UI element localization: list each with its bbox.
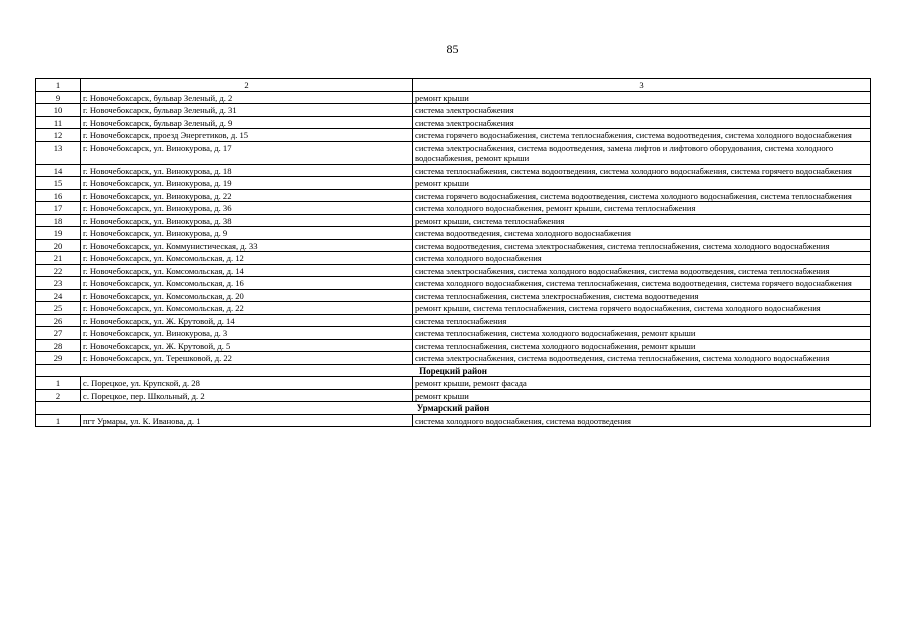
row-address: г. Новочебоксарск, ул. Винокурова, д. 17: [81, 141, 413, 164]
row-number: 29: [36, 352, 81, 365]
row-number: 27: [36, 327, 81, 340]
row-works: ремонт крыши: [413, 177, 871, 190]
row-number: 21: [36, 252, 81, 265]
row-number: 11: [36, 116, 81, 129]
row-address: г. Новочебоксарск, ул. Винокурова, д. 18: [81, 164, 413, 177]
row-works: система теплоснабжения, система водоотведения, система холодного водоснабжения, система горячего водоснабжения: [413, 164, 871, 177]
row-works: система водоотведения, система электроснабжения, система теплоснабжения, система холодного водоснабжения: [413, 239, 871, 252]
row-number: 13: [36, 141, 81, 164]
row-number: 20: [36, 239, 81, 252]
table-row: [36, 239, 871, 252]
table-row: [36, 202, 871, 215]
row-number: 19: [36, 227, 81, 240]
row-works: система холодного водоснабжения: [413, 252, 871, 265]
table-row: [36, 352, 871, 365]
row-works: система холодного водоснабжения, система теплоснабжения, система водоотведения, система горячего водоснабжения: [413, 277, 871, 290]
row-number: 23: [36, 277, 81, 290]
table-row: [36, 302, 871, 315]
row-number: 2: [36, 389, 81, 402]
district-heading: Порецкий район: [36, 364, 871, 377]
row-address: г. Новочебоксарск, ул. Ж. Крутовой, д. 5: [81, 339, 413, 352]
row-number: 25: [36, 302, 81, 315]
row-works: система горячего водоснабжения, система теплоснабжения, система водоотведения, система холодного водоснабжения: [413, 129, 871, 142]
row-address: г. Новочебоксарск, бульвар Зеленый, д. 9: [81, 116, 413, 129]
table-row: [36, 414, 871, 427]
row-number: 17: [36, 202, 81, 215]
table-row: [36, 116, 871, 129]
district-heading: Урмарский район: [36, 402, 871, 415]
row-works: система теплоснабжения, система холодного водоснабжения, ремонт крыши: [413, 327, 871, 340]
row-number: 28: [36, 339, 81, 352]
row-address: пгт Урмары, ул. К. Иванова, д. 1: [81, 414, 413, 427]
row-address: г. Новочебоксарск, ул. Коммунистическая, д. 33: [81, 239, 413, 252]
table-row: [36, 389, 871, 402]
table-row: [36, 339, 871, 352]
row-address: г. Новочебоксарск, ул. Винокурова, д. 22: [81, 189, 413, 202]
row-works: ремонт крыши, система теплоснабжения: [413, 214, 871, 227]
row-works: ремонт крыши: [413, 389, 871, 402]
row-address: г. Новочебоксарск, ул. Комсомольская, д. 14: [81, 264, 413, 277]
row-number: 9: [36, 91, 81, 104]
row-address: с. Порецкое, ул. Крупской, д. 28: [81, 377, 413, 390]
row-number: 24: [36, 289, 81, 302]
row-works: ремонт крыши, ремонт фасада: [413, 377, 871, 390]
row-address: г. Новочебоксарск, ул. Комсомольская, д. 16: [81, 277, 413, 290]
row-number: 18: [36, 214, 81, 227]
row-works: система теплоснабжения, система электроснабжения, система водоотведения: [413, 289, 871, 302]
table-row: [36, 327, 871, 340]
section-row: [36, 364, 871, 377]
row-address: г. Новочебоксарск, бульвар Зеленый, д. 31: [81, 104, 413, 117]
row-address: г. Новочебоксарск, ул. Винокурова, д. 19: [81, 177, 413, 190]
row-works: система электроснабжения: [413, 104, 871, 117]
row-works: ремонт крыши, система теплоснабжения, система горячего водоснабжения, система холодного водоснабжения: [413, 302, 871, 315]
row-address: г. Новочебоксарск, ул. Комсомольская, д. 20: [81, 289, 413, 302]
row-number: 16: [36, 189, 81, 202]
table-row: [36, 377, 871, 390]
row-address: г. Новочебоксарск, ул. Винокурова, д. 9: [81, 227, 413, 240]
row-works: система водоотведения, система холодного водоснабжения: [413, 227, 871, 240]
row-address: г. Новочебоксарск, ул. Винокурова, д. 3: [81, 327, 413, 340]
page-number: 85: [446, 42, 459, 56]
row-works: система теплоснабжения, система холодного водоснабжения, ремонт крыши: [413, 339, 871, 352]
row-address: г. Новочебоксарск, ул. Винокурова, д. 38: [81, 214, 413, 227]
table-row: [36, 129, 871, 142]
row-number: 12: [36, 129, 81, 142]
table-row: [36, 177, 871, 190]
table-row: [36, 141, 871, 164]
work-list-table: [35, 78, 871, 427]
row-address: с. Порецкое, пер. Школьный, д. 2: [81, 389, 413, 402]
table-row: [36, 264, 871, 277]
row-works: система теплоснабжения: [413, 314, 871, 327]
column-number-3: 3: [413, 79, 871, 92]
column-number-2: 2: [81, 79, 413, 92]
row-number: 1: [36, 377, 81, 390]
section-row: [36, 402, 871, 415]
row-works: система электроснабжения: [413, 116, 871, 129]
table-row: [36, 164, 871, 177]
row-works: система электроснабжения, система водоотведения, система теплоснабжения, система холодного водоснабжения: [413, 352, 871, 365]
row-works: система холодного водоснабжения, ремонт крыши, система теплоснабжения: [413, 202, 871, 215]
table-row: [36, 277, 871, 290]
table-row: [36, 189, 871, 202]
row-works: ремонт крыши: [413, 91, 871, 104]
row-address: г. Новочебоксарск, бульвар Зеленый, д. 2: [81, 91, 413, 104]
row-works: система холодного водоснабжения, система водоотведения: [413, 414, 871, 427]
row-address: г. Новочебоксарск, ул. Комсомольская, д. 12: [81, 252, 413, 265]
row-number: 1: [36, 414, 81, 427]
row-number: 10: [36, 104, 81, 117]
row-works: система электроснабжения, система холодного водоснабжения, система водоотведения, система теплоснабжения: [413, 264, 871, 277]
row-number: 26: [36, 314, 81, 327]
row-number: 22: [36, 264, 81, 277]
row-address: г. Новочебоксарск, ул. Комсомольская, д. 22: [81, 302, 413, 315]
table-row: [36, 289, 871, 302]
table-body: [36, 79, 871, 427]
table-row: [36, 252, 871, 265]
row-number: 15: [36, 177, 81, 190]
table-row: [36, 314, 871, 327]
row-works: система электроснабжения, система водоотведения, замена лифтов и лифтового оборудования, система холодного водоснабжения, ремонт крыши: [413, 141, 871, 164]
column-number-1: 1: [36, 79, 81, 92]
row-address: г. Новочебоксарск, ул. Терешковой, д. 22: [81, 352, 413, 365]
row-number: 14: [36, 164, 81, 177]
row-works: система горячего водоснабжения, система водоотведения, система холодного водоснабжения, система теплоснабжения: [413, 189, 871, 202]
table-row: [36, 214, 871, 227]
row-address: г. Новочебоксарск, ул. Винокурова, д. 36: [81, 202, 413, 215]
table-row: [36, 91, 871, 104]
table-row: [36, 227, 871, 240]
column-number-row: [36, 79, 871, 92]
table-row: [36, 104, 871, 117]
row-address: г. Новочебоксарск, ул. Ж. Крутовой, д. 14: [81, 314, 413, 327]
row-address: г. Новочебоксарск, проезд Энергетиков, д. 15: [81, 129, 413, 142]
